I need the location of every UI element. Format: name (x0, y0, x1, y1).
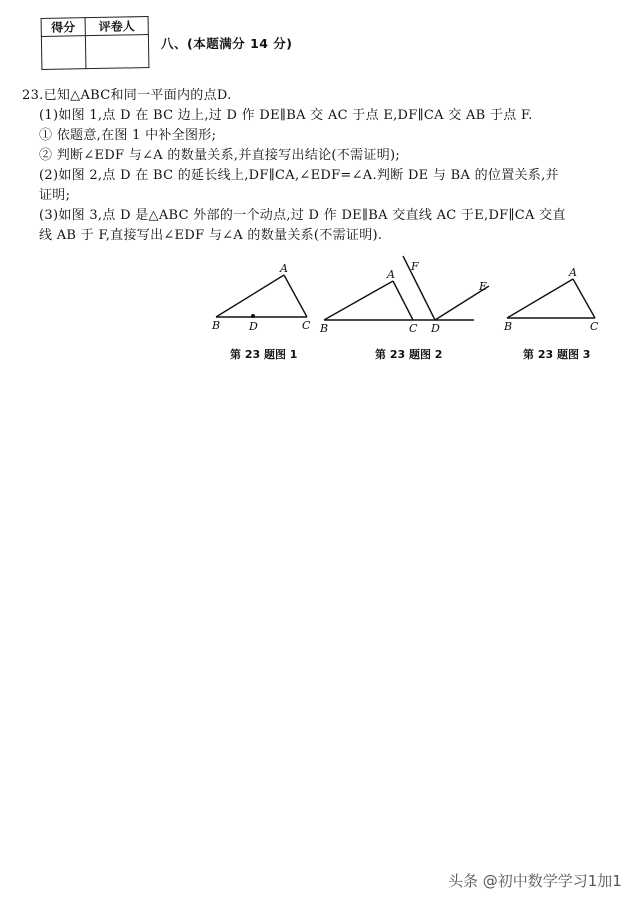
fig3-label-b: B (504, 320, 513, 333)
part-2: (2)如图 2,点 D 在 BC 的延长线上,DF∥CA,∠EDF=∠A.判断 DE 与 BA 的位置关系,并 (39, 168, 559, 183)
fig3-label-c: C (590, 320, 599, 333)
point-d-marker (251, 314, 255, 318)
part-2-cont: 证明; (39, 188, 71, 203)
figure-2-diagram (324, 256, 489, 320)
part-1-sub-2: ② 判断∠EDF 与∠A 的数量关系,并直接写出结论(不需证明); (39, 148, 401, 163)
fig2-label-b: B (320, 322, 329, 335)
grader-header: 评卷人 (85, 17, 148, 36)
figure-1-triangle (216, 275, 307, 317)
fig2-label-d: D (431, 322, 440, 335)
part-1-sub-1: ① 依题意,在图 1 中补全图形; (39, 128, 217, 143)
fig1-label-b: B (212, 319, 221, 332)
part-3-cont: 线 AB 于 F,直接写出∠EDF 与∠A 的数量关系(不需证明). (39, 228, 383, 243)
grader-cell[interactable] (85, 35, 149, 69)
fig2-label-c: C (409, 322, 418, 335)
fig3-label-a: A (569, 266, 577, 279)
fig2-label-f: F (411, 260, 419, 273)
section-title: 八、(本题满分 14 分) (161, 36, 293, 51)
fig1-caption: 第 23 题图 1 (230, 348, 298, 361)
fig1-label-c: C (302, 319, 311, 332)
score-table (41, 16, 150, 70)
problem-stem: 23.已知△ABC和同一平面内的点D. (22, 88, 232, 103)
part-1: (1)如图 1,点 D 在 BC 边上,过 D 作 DE∥BA 交 AC 于点 E,DF∥CA 交 AB 于点 F. (39, 108, 533, 123)
score-header: 得分 (41, 18, 85, 37)
score-cell[interactable] (41, 36, 86, 70)
figure-3-triangle (507, 279, 595, 318)
fig2-label-e: E (479, 280, 488, 293)
fig2-caption: 第 23 题图 2 (375, 348, 443, 361)
fig2-label-a: A (387, 268, 395, 281)
fig1-label-d: D (249, 320, 258, 333)
part-3: (3)如图 3,点 D 是△ABC 外部的一个动点,过 D 作 DE∥BA 交直线 AC 于E,DF∥CA 交直 (39, 208, 566, 223)
watermark: 头条 @初中数学学习1加1 (448, 872, 622, 890)
fig1-label-a: A (280, 262, 288, 275)
fig3-caption: 第 23 题图 3 (523, 348, 591, 361)
